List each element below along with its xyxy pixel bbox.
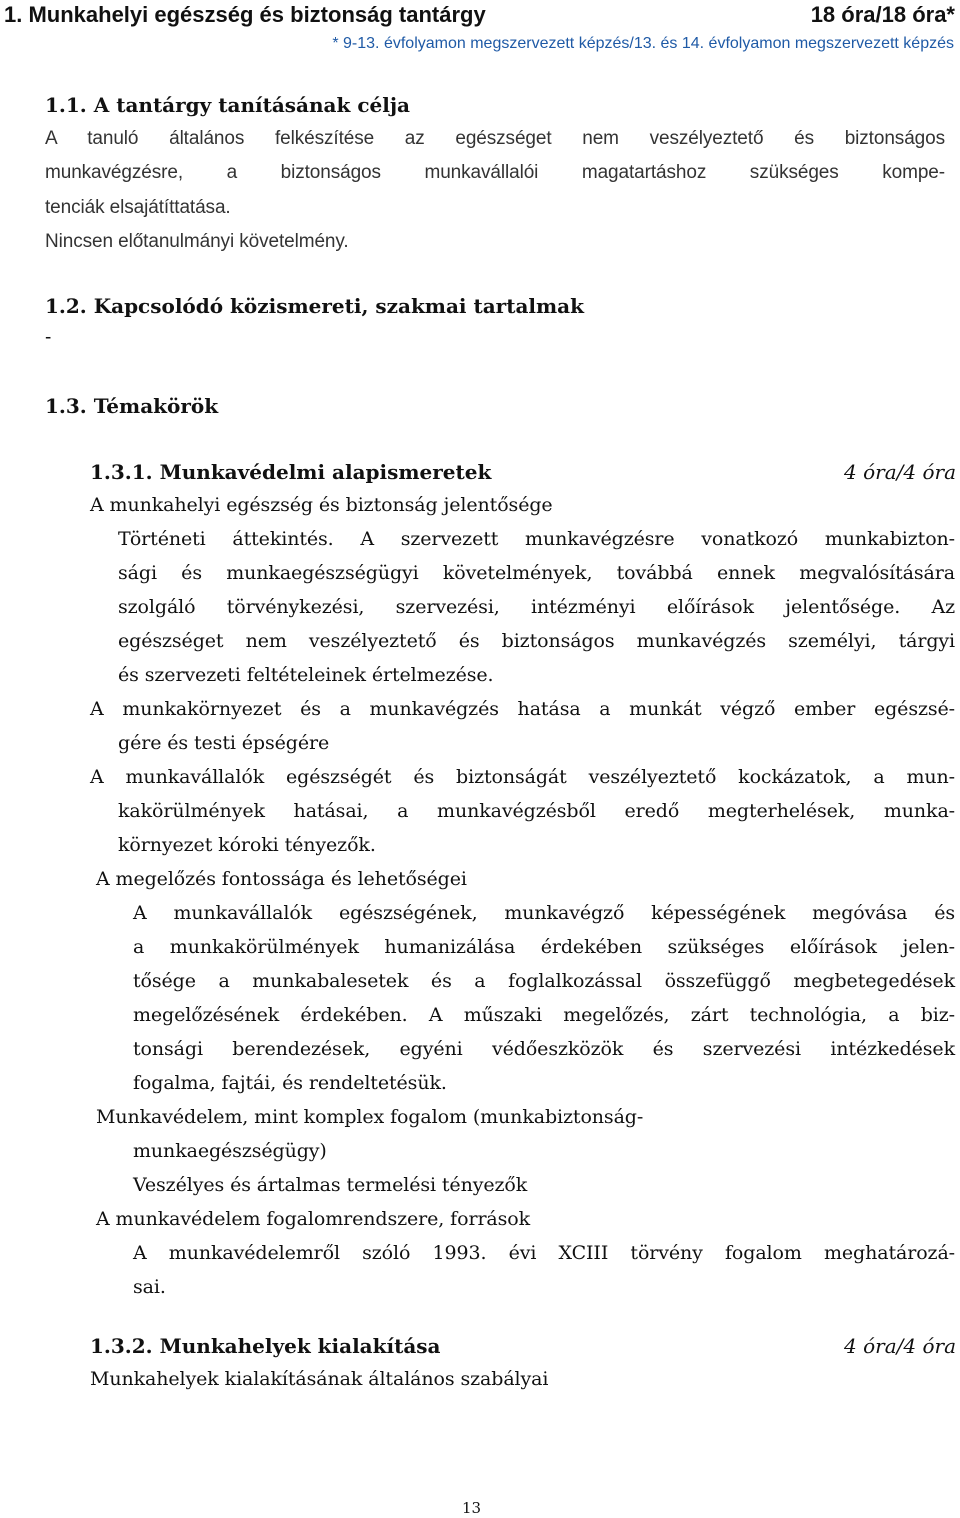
s131-line-23: sai. (133, 1276, 166, 1298)
s131-line-18: Munkavédelem, mint komplex fogalom (munkabiztonság- (96, 1106, 644, 1128)
section-1-1-heading-text: 1.1. A tantárgy tanításának célja (45, 93, 411, 117)
s131-line-7: gére és testi épségére (118, 732, 330, 754)
section-1-1-heading (45, 93, 410, 117)
s131-line-19: munkaegészségügy) (133, 1140, 327, 1162)
subject-title: 1. Munkahelyi egészség és biztonság tantárgy (4, 2, 486, 27)
s11-line-3: Nincsen előtanulmányi követelmény. (45, 231, 349, 252)
s131-line-6: A munkakörnyezet és a munkavégzés hatása a munkát végző ember egészsé- (90, 698, 955, 720)
section-1-2-dash: - (45, 327, 52, 348)
subject-footnote: * 9-13. évfolyamon megszervezett képzés/13. és 14. évfolyamon megszervezett képzés (332, 35, 954, 52)
s132-line-0: Munkahelyek kialakításának általános szabályai (90, 1368, 549, 1390)
section-1-3-1-hours: 4 óra/4 óra (844, 460, 956, 484)
s131-line-14: tősége a munkabalesetek és a foglalkozással összefüggő megbetegedések (133, 970, 955, 992)
section-1-3-2-hours: 4 óra/4 óra (844, 1334, 956, 1358)
section-1-3-1-heading: 1.3.1. Munkavédelmi alapismeretek (90, 460, 492, 484)
s11-line-0: A tanuló általános felkészítése az egészséget nem veszélyeztető és biztonságos (45, 128, 945, 149)
s11-line-2: tenciák elsajátíttatása. (45, 197, 231, 218)
s131-line-20: Veszélyes és ártalmas termelési tényezők (133, 1174, 528, 1196)
s131-line-10: környezet kóroki tényezők. (118, 834, 376, 856)
s131-line-2: sági és munkaegészségügyi követelmények, továbbá ennek megvalósítására (118, 562, 955, 584)
s131-line-21: A munkavédelem fogalomrendszere, források (96, 1208, 531, 1230)
s11-line-1: munkavégzésre, a biztonságos munkavállalói magatartáshoz szükséges kompe- (45, 162, 945, 183)
section-1-3-2-heading: 1.3.2. Munkahelyek kialakítása (90, 1334, 441, 1358)
s131-line-13: a munkakörülmények humanizálása érdekében szükséges előírások jelen- (133, 936, 955, 958)
s131-line-8: A munkavállalók egészségét és biztonságát veszélyeztető kockázatok, a mun- (90, 766, 955, 788)
page-number: 13 (462, 1499, 482, 1517)
s131-line-17: fogalma, fajtái, és rendeltetésük. (133, 1072, 447, 1094)
s131-line-11: A megelőzés fontossága és lehetőségei (96, 868, 467, 890)
s131-line-1: Történeti áttekintés. A szervezett munkavégzésre vonatkozó munkabizton- (118, 528, 955, 550)
s131-line-4: egészséget nem veszélyeztető és biztonságos munkavégzés személyi, tárgyi (118, 630, 955, 652)
s131-line-16: tonsági berendezések, egyéni védőeszközök és szervezési intézkedések (133, 1038, 955, 1060)
s131-line-9: kakörülmények hatásai, a munkavégzésből eredő megterhelések, munka- (118, 800, 955, 822)
s131-line-22: A munkavédelemről szóló 1993. évi XCIII törvény fogalom meghatározá- (133, 1242, 955, 1264)
subject-hours: 18 óra/18 óra* (810, 2, 955, 27)
section-1-3-heading: 1.3. Témakörök (45, 394, 219, 418)
s131-line-12: A munkavállalók egészségének, munkavégző képességének megóvása és (133, 902, 955, 924)
section-1-2-heading: 1.2. Kapcsolódó közismereti, szakmai tartalmak (45, 294, 584, 318)
s131-line-3: szolgáló törvénykezési, szervezési, intézményi előírások jelentősége. Az (118, 596, 955, 618)
s131-line-5: és szervezeti feltételeinek értelmezése. (118, 664, 494, 686)
s131-line-15: megelőzésének érdekében. A műszaki megelőzés, zárt technológia, a biz- (133, 1004, 955, 1026)
s131-line-0: A munkahelyi egészség és biztonság jelentősége (90, 494, 553, 516)
